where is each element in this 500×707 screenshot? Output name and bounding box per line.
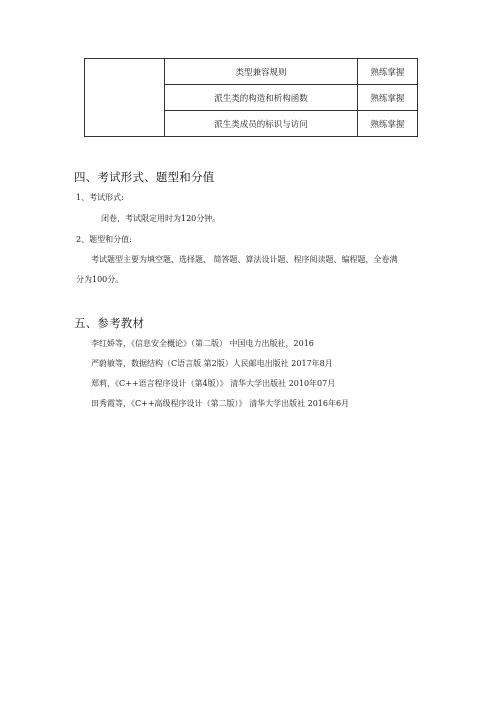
topic-cell: 派生类的构造和析构函数 xyxy=(165,85,358,111)
syllabus-table-continuation xyxy=(84,58,417,137)
reference-item: 严蔚敏等，数据结构（C语言版 第2版）人民邮电出版社 2017年8月 xyxy=(91,359,333,368)
reference-item: 郑莉，《C++语言程序设计（第4版）》 清华大学出版社 2010年07月 xyxy=(91,379,336,388)
topic-cell: 类型兼容规则 xyxy=(165,59,358,85)
section-heading-exam-format: 四、考试形式、题型和分值 xyxy=(74,170,215,184)
table-row xyxy=(85,59,418,85)
reference-item: 田秀霞等，《C++高级程序设计（第二版）》 清华大学出版社 2016年6月 xyxy=(91,399,350,408)
exam-format-text: 闭卷，考试限定用时为120分钟。 xyxy=(101,214,221,223)
question-types-text-line1: 考试题型主要为填空题、选择题、 简答题、算法设计题、程序阅读题、编程题，全卷满 xyxy=(91,255,398,264)
syllabus-table xyxy=(84,58,418,137)
chapter-cell-empty xyxy=(85,59,165,137)
reference-item: 李红娇等，《信息安全概论》（第二版） 中国电力出版社，2016 xyxy=(91,339,314,348)
exam-format-label: 1、考试形式: xyxy=(76,193,124,202)
section-heading-references: 五、参考教材 xyxy=(74,316,145,330)
question-types-label: 2、题型和分值: xyxy=(76,235,132,244)
topic-cell: 派生类成员的标识与访问 xyxy=(165,111,358,137)
mastery-level-cell: 熟练掌握 xyxy=(358,85,418,111)
question-types-text-line2: 分为100分。 xyxy=(76,275,124,284)
mastery-level-cell: 熟练掌握 xyxy=(358,59,418,85)
mastery-level-cell: 熟练掌握 xyxy=(358,111,418,137)
